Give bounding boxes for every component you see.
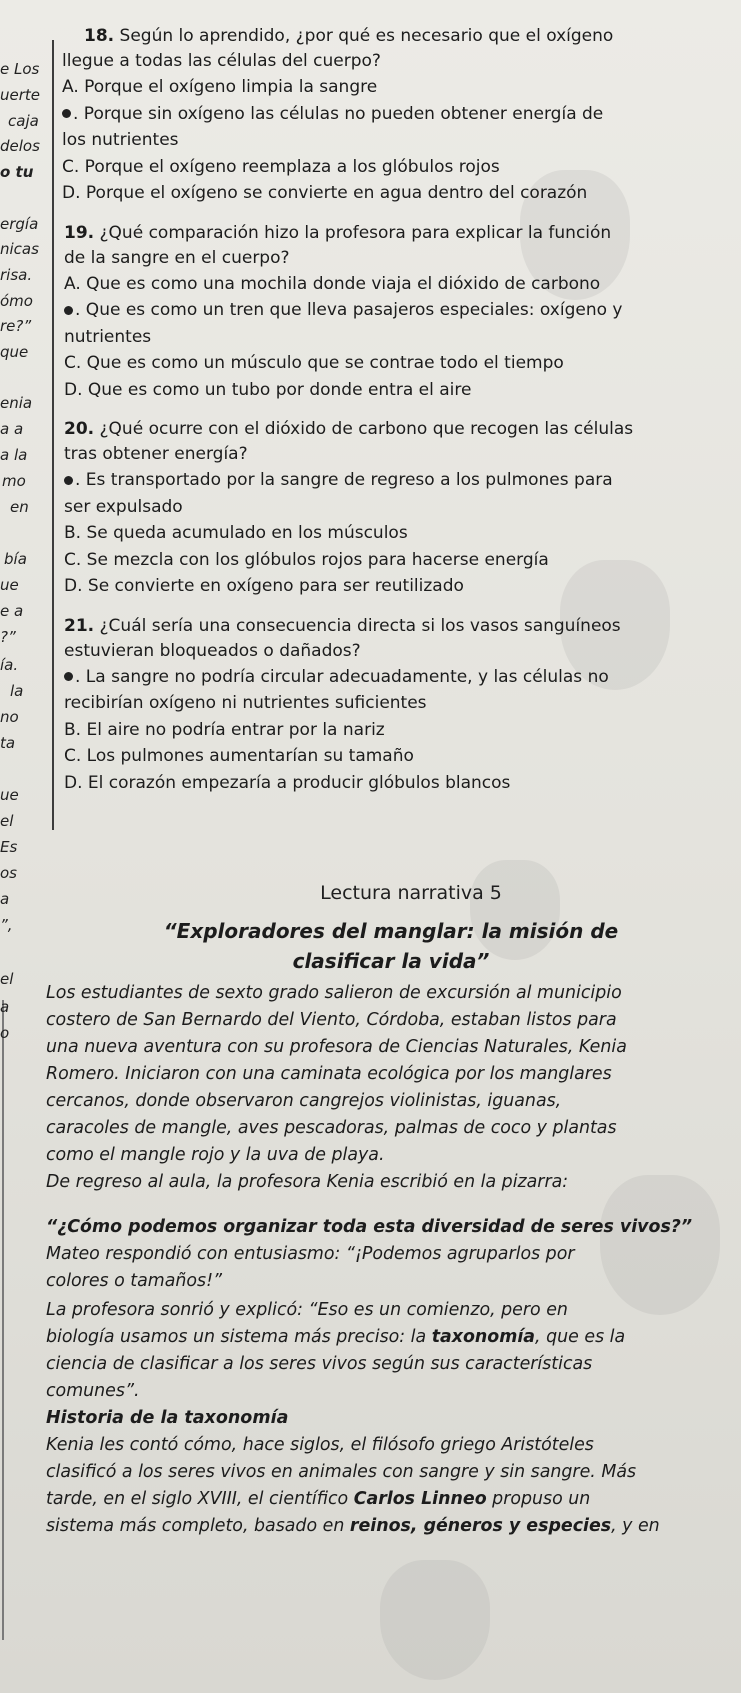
text-line: Los estudiantes de sexto grado salieron de excursión al municipio (46, 983, 622, 1003)
option-d[interactable]: D. El corazón empezaría a producir glóbulos blancos (64, 772, 511, 793)
question-number: 21. (64, 615, 95, 636)
narrative-reading (46, 880, 736, 1540)
option-a-cont: ser expulsado (64, 496, 183, 517)
text-line: clasificó a los seres vivos en animales con sangre y sin sangre. Más (46, 1462, 637, 1482)
margin-fragment: e a (0, 602, 24, 620)
option-c[interactable]: C. Porque el oxígeno reemplaza a los glóbulos rojos (62, 156, 500, 177)
question-stem-cont: de la sangre en el cuerpo? (64, 247, 290, 268)
option-b-selected[interactable] (64, 297, 734, 324)
margin-fragment: delos (0, 137, 40, 155)
option-a-selected[interactable] (64, 467, 734, 494)
text-span: propuso un (486, 1489, 591, 1509)
question-text: Según lo aprendido, ¿por qué es necesario que el oxígeno (119, 26, 614, 46)
bold-term: taxonomía (431, 1327, 536, 1347)
margin-fragment: mo (2, 472, 26, 490)
text-span: biología usamos un sistema más preciso: la (46, 1327, 432, 1347)
question-19 (64, 221, 734, 404)
text-line: Mateo respondió con entusiasmo: “¡Podemos agruparlos por (46, 1244, 575, 1264)
option-b[interactable]: B. Se queda acumulado en los músculos (64, 523, 408, 543)
question-stem (64, 614, 734, 639)
option-b-selected[interactable] (62, 101, 734, 128)
text-span: sistema más completo, basado en (46, 1516, 350, 1536)
bold-term: reinos, géneros y especies (349, 1516, 612, 1536)
margin-fragment: que (0, 343, 29, 361)
text-line: caracoles de mangle, aves pescadoras, palmas de coco y plantas (46, 1118, 617, 1138)
margin-fragment: ”, (0, 916, 13, 934)
option-text: . Que es como un tren que lleva pasajeros especiales: oxígeno y (75, 300, 623, 320)
option-text: . Es transportado por la sangre de regreso a los pulmones para (75, 470, 613, 490)
text-line (46, 1324, 736, 1351)
question-21 (64, 614, 734, 797)
margin-fragment: a (0, 890, 10, 908)
page-edge-line (2, 1000, 4, 1640)
text-line: cercanos, donde observaron cangrejos violinistas, iguanas, (46, 1091, 562, 1111)
text-line: Kenia les contó cómo, hace siglos, el filósofo griego Aristóteles (46, 1435, 594, 1455)
question-stem (84, 24, 734, 49)
margin-fragment: re?” (0, 317, 32, 335)
filled-answer-mark-icon (64, 476, 73, 485)
margin-fragment: el (0, 970, 14, 988)
question-text: ¿Qué ocurre con el dióxido de carbono que recogen las células (99, 419, 634, 439)
watermark-shield (380, 1560, 490, 1680)
question-stem-cont: llegue a todas las células del cuerpo? (62, 51, 381, 71)
margin-fragment: ?” (0, 628, 16, 646)
margin-fragment: ta (0, 734, 16, 752)
margin-fragment: risa. (0, 266, 33, 284)
question-number: 20. (64, 419, 95, 439)
question-stem (64, 417, 734, 442)
option-a[interactable]: A. Que es como una mochila donde viaja el dióxido de carbono (64, 273, 601, 294)
option-c[interactable]: C. Se mezcla con los glóbulos rojos para hacerse energía (64, 549, 549, 570)
margin-fragment: ue (0, 576, 19, 594)
margin-fragment: ómo (0, 292, 33, 310)
question-stem-cont: tras obtener energía? (64, 444, 248, 464)
question-18 (62, 24, 734, 207)
margin-fragment: ue (0, 786, 19, 804)
question-stem-cont: estuvieran bloqueados o dañados? (64, 640, 361, 661)
option-b-cont: nutrientes (64, 326, 152, 347)
margin-fragment: Es (0, 838, 18, 856)
text-line: colores o tamaños!” (46, 1271, 223, 1291)
bold-term: Carlos Linneo (353, 1489, 487, 1509)
question-text: ¿Cuál sería una consecuencia directa si los vasos sanguíneos (99, 615, 621, 636)
option-d[interactable]: D. Se convierte en oxígeno para ser reutilizado (64, 576, 464, 596)
margin-fragment: ergía (0, 215, 39, 233)
margin-fragment: a a (0, 420, 24, 438)
option-a-cont: recibirían oxígeno ni nutrientes suficientes (64, 693, 427, 713)
question-20 (64, 417, 734, 600)
question-stem (64, 221, 734, 246)
question-number: 18. (84, 26, 115, 46)
option-d[interactable]: D. Porque el oxígeno se convierte en agua dentro del corazón (62, 183, 588, 203)
option-c[interactable]: C. Los pulmones aumentarían su tamaño (64, 746, 414, 766)
text-line: como el mangle rojo y la uva de playa. (46, 1145, 385, 1165)
text-span: , y en (611, 1516, 660, 1536)
margin-fragment: no (0, 708, 19, 726)
margin-fragment: e Los (0, 60, 40, 78)
text-line: ciencia de clasificar a los seres vivos según sus características (46, 1354, 593, 1374)
filled-answer-mark-icon (62, 109, 71, 118)
option-text: . Porque sin oxígeno las células no pueden obtener energía de (73, 103, 604, 124)
margin-fragment: la (10, 682, 24, 700)
text-span: , que es la (535, 1327, 626, 1347)
paragraph-1 (46, 980, 736, 1169)
margin-fragment: nicas (0, 240, 39, 258)
reading-title: “Exploradores del manglar: la misión de (163, 919, 619, 943)
margin-fragment: o tu (0, 163, 34, 181)
filled-answer-mark-icon (64, 306, 73, 315)
margin-fragment: o (0, 1024, 10, 1042)
text-line: comunes”. (46, 1381, 140, 1401)
column-divider (52, 40, 54, 830)
blackboard-quote: “¿Cómo podemos organizar toda esta diversidad de seres vivos?” (46, 1217, 693, 1237)
text-span: tarde, en el siglo XVIII, el científico (46, 1489, 354, 1509)
option-text: . La sangre no podría circular adecuadamente, y las células no (75, 666, 609, 687)
margin-fragment: ía. (0, 656, 19, 674)
text-line: La profesora sonrió y explicó: “Eso es un comienzo, pero en (46, 1300, 568, 1320)
option-b-cont: los nutrientes (62, 130, 179, 150)
margin-fragment: enia (0, 394, 33, 412)
reading-title-cont: clasificar la vida” (292, 949, 490, 973)
option-a[interactable]: A. Porque el oxígeno limpia la sangre (62, 77, 378, 97)
paragraph-5 (46, 1432, 736, 1540)
margin-fragment: a la (0, 446, 28, 464)
text-line: costero de San Bernardo del Viento, Córdoba, estaban listos para (46, 1010, 617, 1030)
text-line (46, 1513, 736, 1540)
questions-column (64, 24, 734, 796)
paragraph-2: De regreso al aula, la profesora Kenia escribió en la pizarra: (46, 1172, 569, 1192)
reading-label: Lectura narrativa 5 (320, 882, 502, 904)
question-number: 19. (64, 222, 95, 243)
paragraph-3 (46, 1241, 736, 1295)
text-line (46, 1486, 736, 1513)
section-heading: Historia de la taxonomía (46, 1408, 289, 1428)
filled-answer-mark-icon (64, 672, 73, 681)
option-c[interactable]: C. Que es como un músculo que se contrae todo el tiempo (64, 353, 564, 373)
margin-fragment: el (0, 812, 14, 830)
question-text: ¿Qué comparación hizo la profesora para explicar la función (99, 222, 612, 243)
option-d[interactable]: D. Que es como un tubo por donde entra el aire (64, 379, 472, 400)
margin-fragment: caja (8, 112, 39, 130)
option-a-selected[interactable] (64, 664, 734, 691)
paragraph-4 (46, 1297, 736, 1405)
margin-fragment: a (0, 998, 10, 1016)
margin-fragment: en (10, 498, 29, 516)
margin-fragment: bía (4, 550, 27, 568)
option-b[interactable]: B. El aire no podría entrar por la nariz (64, 719, 385, 740)
margin-fragment: os (0, 864, 17, 882)
margin-fragment: uerte (0, 86, 41, 104)
text-line: Romero. Iniciaron con una caminata ecológica por los manglares (46, 1064, 612, 1084)
text-line: una nueva aventura con su profesora de Ciencias Naturales, Kenia (46, 1037, 627, 1057)
